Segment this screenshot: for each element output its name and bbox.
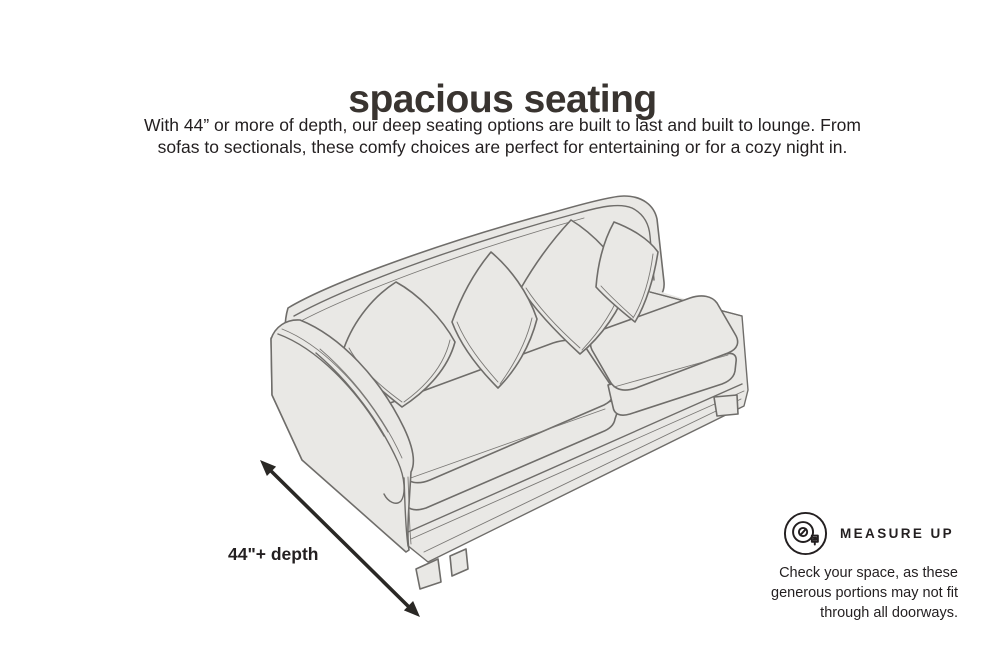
measure-up-note-line-2: generous portions may not fit	[771, 585, 958, 601]
sofa-illustration	[258, 188, 763, 633]
measure-up-note	[756, 563, 958, 623]
measuring-tape-icon	[782, 510, 829, 557]
measure-up-note-line-1: Check your space, as these	[779, 565, 958, 581]
measure-up-title: MEASURE UP	[840, 526, 955, 541]
measure-up-header	[782, 510, 958, 557]
measure-up-note-line-3: through all doorways.	[820, 605, 958, 621]
intro-line-2: sofas to sectionals, these comfy choices are perfect for entertaining or for a cozy night in.	[157, 137, 848, 157]
intro-paragraph	[0, 114, 1005, 158]
intro-line-1: With 44” or more of depth, our deep seating options are built to last and built to lounge. From	[144, 115, 861, 135]
measure-up-section	[756, 510, 958, 623]
depth-dimension-label: 44"+ depth	[228, 544, 319, 564]
page-title: spacious seating	[348, 78, 657, 122]
